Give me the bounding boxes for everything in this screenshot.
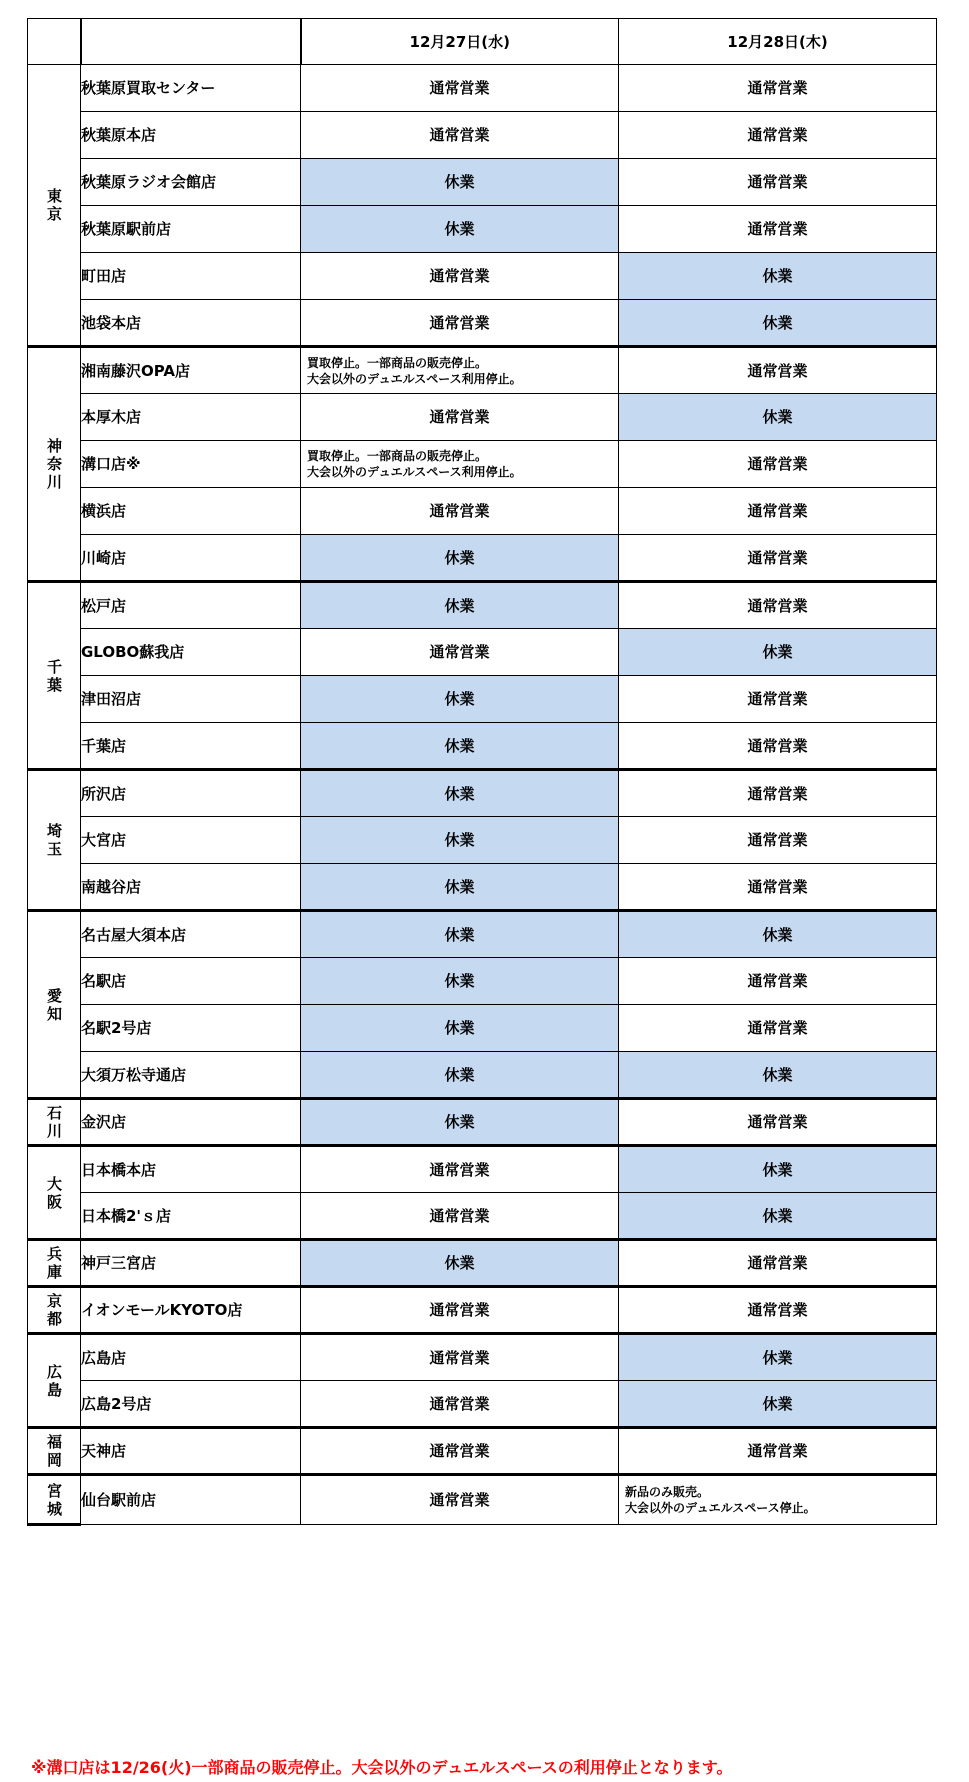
- store-name: 湘南藤沢OPA店: [81, 347, 301, 394]
- header-date-2: 12月28日(木): [619, 19, 937, 65]
- table-row: [28, 1475, 937, 1525]
- status-cell-dec28: 休業: [619, 629, 937, 676]
- status-cell-dec27: 休業: [301, 958, 619, 1005]
- table-row: [28, 253, 937, 300]
- store-name: 町田店: [81, 253, 301, 300]
- status-cell-dec27: 休業: [301, 1052, 619, 1099]
- prefecture-label: 宮城: [47, 1481, 63, 1518]
- status-cell-dec27: 買取停止。一部商品の販売停止。 大会以外のデュエルスペース利用停止。: [301, 441, 619, 488]
- prefecture-cell: [28, 911, 81, 1099]
- store-name: 池袋本店: [81, 300, 301, 347]
- footnote: ※溝口店は12/26(火)一部商品の販売停止。大会以外のデュエルスペースの利用停止となります。: [31, 1758, 733, 1777]
- prefecture-label: 福岡: [47, 1433, 63, 1469]
- store-name: 秋葉原ラジオ会館店: [81, 159, 301, 206]
- status-cell-dec27: 休業: [301, 206, 619, 253]
- store-name: 津田沼店: [81, 676, 301, 723]
- table-row: [28, 1146, 937, 1193]
- status-cell-dec28: 休業: [619, 394, 937, 441]
- status-cell-dec27: 休業: [301, 723, 619, 770]
- status-cell-dec28: 通常営業: [619, 864, 937, 911]
- status-cell-dec28: 休業: [619, 253, 937, 300]
- status-cell-dec28: 通常営業: [619, 488, 937, 535]
- status-cell-dec28: 通常営業: [619, 770, 937, 817]
- status-cell-dec28: 通常営業: [619, 1099, 937, 1146]
- table-row: [28, 159, 937, 206]
- store-name: 天神店: [81, 1428, 301, 1475]
- status-cell-dec27: 買取停止。一部商品の販売停止。 大会以外のデュエルスペース利用停止。: [301, 347, 619, 394]
- status-cell-dec27: 通常営業: [301, 394, 619, 441]
- store-name: 秋葉原本店: [81, 112, 301, 159]
- prefecture-label: 東京: [47, 187, 63, 223]
- prefecture-cell: [28, 1099, 81, 1146]
- prefecture-label: 神奈川: [47, 437, 63, 491]
- table-row: [28, 206, 937, 253]
- store-name: 広島店: [81, 1334, 301, 1381]
- table-row: [28, 1193, 937, 1240]
- status-cell-dec28: 通常営業: [619, 159, 937, 206]
- status-cell-dec28: 休業: [619, 1334, 937, 1381]
- prefecture-cell: [28, 1334, 81, 1428]
- status-cell-dec28: 通常営業: [619, 206, 937, 253]
- table-row: [28, 441, 937, 488]
- status-cell-dec27: 通常営業: [301, 1193, 619, 1240]
- prefecture-cell: [28, 1146, 81, 1240]
- table-row: [28, 1287, 937, 1334]
- store-name: 広島2号店: [81, 1381, 301, 1428]
- store-name: 横浜店: [81, 488, 301, 535]
- status-cell-dec28: 通常営業: [619, 65, 937, 112]
- store-name: 秋葉原買取センター: [81, 65, 301, 112]
- status-cell-dec27: 通常営業: [301, 300, 619, 347]
- status-cell-dec28: 休業: [619, 1052, 937, 1099]
- status-cell-dec27: 休業: [301, 817, 619, 864]
- table-row: [28, 1052, 937, 1099]
- prefecture-label: 大阪: [47, 1174, 63, 1211]
- prefecture-cell: [28, 582, 81, 770]
- prefecture-cell: [28, 1287, 81, 1334]
- prefecture-label: 埼玉: [47, 822, 63, 858]
- table-row: [28, 958, 937, 1005]
- store-name: 金沢店: [81, 1099, 301, 1146]
- prefecture-cell: [28, 1240, 81, 1287]
- store-name: 日本橋本店: [81, 1146, 301, 1193]
- status-cell-dec28: 通常営業: [619, 535, 937, 582]
- header-row: [28, 19, 937, 65]
- table-row: [28, 629, 937, 676]
- status-cell-dec28: 通常営業: [619, 958, 937, 1005]
- table-row: [28, 1381, 937, 1428]
- header-date-1: 12月27日(水): [301, 19, 619, 65]
- status-cell-dec28: 通常営業: [619, 1428, 937, 1475]
- status-cell-dec27: 通常営業: [301, 1381, 619, 1428]
- status-cell-dec28: 通常営業: [619, 817, 937, 864]
- status-cell-dec27: 休業: [301, 911, 619, 958]
- status-cell-dec28: 休業: [619, 1381, 937, 1428]
- store-name: 名古屋大須本店: [81, 911, 301, 958]
- status-cell-dec27: 通常営業: [301, 1146, 619, 1193]
- store-name: 南越谷店: [81, 864, 301, 911]
- store-name: 川崎店: [81, 535, 301, 582]
- store-hours-table: [27, 18, 937, 1526]
- status-cell-dec28: 通常営業: [619, 112, 937, 159]
- header-blank-prefecture: [28, 19, 81, 65]
- table-row: [28, 535, 937, 582]
- table-row: [28, 864, 937, 911]
- status-cell-dec28: 新品のみ販売。 大会以外のデュエルスペース停止。: [619, 1475, 937, 1525]
- table-row: [28, 723, 937, 770]
- store-name: 本厚木店: [81, 394, 301, 441]
- status-cell-dec27: 通常営業: [301, 112, 619, 159]
- status-cell-dec28: 休業: [619, 1193, 937, 1240]
- status-cell-dec27: 休業: [301, 1005, 619, 1052]
- table-row: [28, 347, 937, 394]
- table-row: [28, 1099, 937, 1146]
- store-name: 名駅店: [81, 958, 301, 1005]
- status-cell-dec28: 通常営業: [619, 1240, 937, 1287]
- table-row: [28, 582, 937, 629]
- store-name: 仙台駅前店: [81, 1475, 301, 1525]
- table-row: [28, 1428, 937, 1475]
- status-cell-dec27: 通常営業: [301, 65, 619, 112]
- status-cell-dec27: 休業: [301, 1240, 619, 1287]
- store-name: 溝口店※: [81, 441, 301, 488]
- status-cell-dec27: 通常営業: [301, 1334, 619, 1381]
- store-name: 秋葉原駅前店: [81, 206, 301, 253]
- status-cell-dec27: 休業: [301, 582, 619, 629]
- store-name: 名駅2号店: [81, 1005, 301, 1052]
- table-row: [28, 394, 937, 441]
- store-name: 大須万松寺通店: [81, 1052, 301, 1099]
- status-cell-dec28: 通常営業: [619, 441, 937, 488]
- table-row: [28, 1005, 937, 1052]
- prefecture-cell: [28, 1428, 81, 1475]
- status-cell-dec27: 通常営業: [301, 629, 619, 676]
- status-cell-dec27: 通常営業: [301, 1475, 619, 1525]
- status-cell-dec28: 通常営業: [619, 1287, 937, 1334]
- status-cell-dec27: 休業: [301, 676, 619, 723]
- table-row: [28, 676, 937, 723]
- status-cell-dec28: 通常営業: [619, 347, 937, 394]
- status-cell-dec27: 通常営業: [301, 488, 619, 535]
- store-name: 大宮店: [81, 817, 301, 864]
- prefecture-cell: [28, 1475, 81, 1525]
- prefecture-label: 石川: [47, 1104, 63, 1140]
- table-row: [28, 300, 937, 347]
- table-row: [28, 817, 937, 864]
- prefecture-cell: [28, 770, 81, 911]
- prefecture-label: 京都: [47, 1292, 63, 1328]
- store-name: 所沢店: [81, 770, 301, 817]
- store-name: 松戸店: [81, 582, 301, 629]
- status-cell-dec27: 休業: [301, 535, 619, 582]
- status-cell-dec27: 通常営業: [301, 1287, 619, 1334]
- prefecture-cell: [28, 347, 81, 582]
- prefecture-label: 兵庫: [47, 1245, 63, 1281]
- status-cell-dec28: 休業: [619, 911, 937, 958]
- status-cell-dec28: 休業: [619, 300, 937, 347]
- store-name: 千葉店: [81, 723, 301, 770]
- store-name: 神戸三宮店: [81, 1240, 301, 1287]
- store-name: イオンモールKYOTO店: [81, 1287, 301, 1334]
- store-name: GLOBO蘇我店: [81, 629, 301, 676]
- status-cell-dec27: 休業: [301, 770, 619, 817]
- status-cell-dec28: 通常営業: [619, 676, 937, 723]
- table-body: [28, 65, 937, 1525]
- prefecture-label: 愛知: [47, 986, 63, 1023]
- header-blank-store: [81, 19, 301, 65]
- status-cell-dec28: 通常営業: [619, 582, 937, 629]
- prefecture-label: 広島: [47, 1362, 63, 1399]
- status-cell-dec27: 休業: [301, 1099, 619, 1146]
- status-cell-dec27: 通常営業: [301, 253, 619, 300]
- table-row: [28, 1334, 937, 1381]
- table-row: [28, 112, 937, 159]
- status-cell-dec28: 休業: [619, 1146, 937, 1193]
- status-cell-dec27: 休業: [301, 864, 619, 911]
- table-row: [28, 1240, 937, 1287]
- table-row: [28, 770, 937, 817]
- store-name: 日本橋2'ｓ店: [81, 1193, 301, 1240]
- prefecture-cell: [28, 65, 81, 347]
- table-row: [28, 488, 937, 535]
- status-cell-dec28: 通常営業: [619, 1005, 937, 1052]
- prefecture-label: 千葉: [47, 657, 63, 694]
- status-cell-dec27: 休業: [301, 159, 619, 206]
- table-row: [28, 911, 937, 958]
- status-cell-dec27: 通常営業: [301, 1428, 619, 1475]
- status-cell-dec28: 通常営業: [619, 723, 937, 770]
- table-row: [28, 65, 937, 112]
